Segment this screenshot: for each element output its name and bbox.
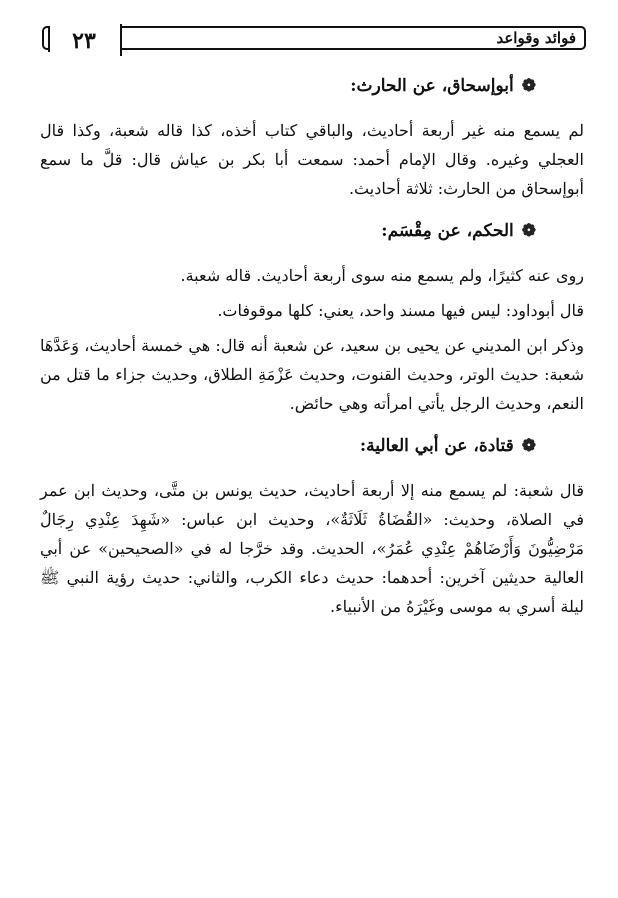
section-heading	[40, 72, 584, 100]
body-paragraph: قال شعبة: لم يسمع منه إلا أربعة أحاديث، حديث يونس بن متَّى، وحديث ابن عمر في الصلاة، وحديث: «القُضَاةُ ثَلَاثَةٌ»، وحديث ابن عباس: «شَهِدَ عِنْدِي رِجَالٌ مَرْضِيُّونَ وَأَرْضَاهُمْ عِنْدِي عُمَرُ»، الحديث. وقد خرَّجا له في «الصحيحين» عن أبي العالية حديثين آخرين: أحدهما: حديث دعاء الكرب، والثاني: حديث رؤية النبي ﷺ ليلة أسري به موسى وغَيْرَهُ من الأنبياء.	[40, 481, 584, 616]
body-paragraph: روى عنه كثيرًا، ولم يسمع منه سوى أربعة أحاديث. قاله شعبة.	[180, 266, 584, 285]
flower-star-icon: ❁	[521, 221, 536, 241]
body-paragraph: لم يسمع منه غير أربعة أحاديث، والباقي كتاب أخذه، كذا قاله شعبة، وكذا قال العجلي وغيره. وقال الإمام أحمد: سمعت أبا بكر بن عياش قال: قلَّ ما سمع أبوإسحاق من الحارث: ثلاثة أحاديث.	[40, 121, 584, 198]
section-heading	[40, 217, 584, 245]
flower-star-icon: ❁	[521, 436, 536, 456]
flower-star-icon: ❁	[521, 76, 536, 96]
running-header	[42, 26, 586, 50]
page-number: ٢٣	[72, 28, 96, 54]
section-heading	[40, 432, 584, 460]
section-heading-text: أبوإسحاق، عن الحارث:	[350, 76, 514, 96]
body-paragraph: وذكر ابن المديني عن يحيى بن سعيد، عن شعبة أنه قال: هي خمسة أحاديث، وَعَدَّهَا شعبة: حديث الوتر، وحديث القنوت، وحديث عَزْمَةِ الطلاق، وحديث جزاء ما قتل من النعم، وحديث الرجل يأتي امرأته وهي حائض.	[40, 336, 584, 413]
section-heading-text: قتادة، عن أبي العالية:	[359, 436, 514, 456]
section-heading-text: الحكم، عن مِقْسَم:	[381, 221, 514, 241]
page-number-box	[48, 24, 122, 56]
body-paragraph: قال أبوداود: ليس فيها مسند واحد، يعني: كلها موقوفات.	[217, 301, 584, 320]
page-body	[40, 72, 584, 635]
running-header-title: فوائد وقواعد	[496, 29, 576, 47]
